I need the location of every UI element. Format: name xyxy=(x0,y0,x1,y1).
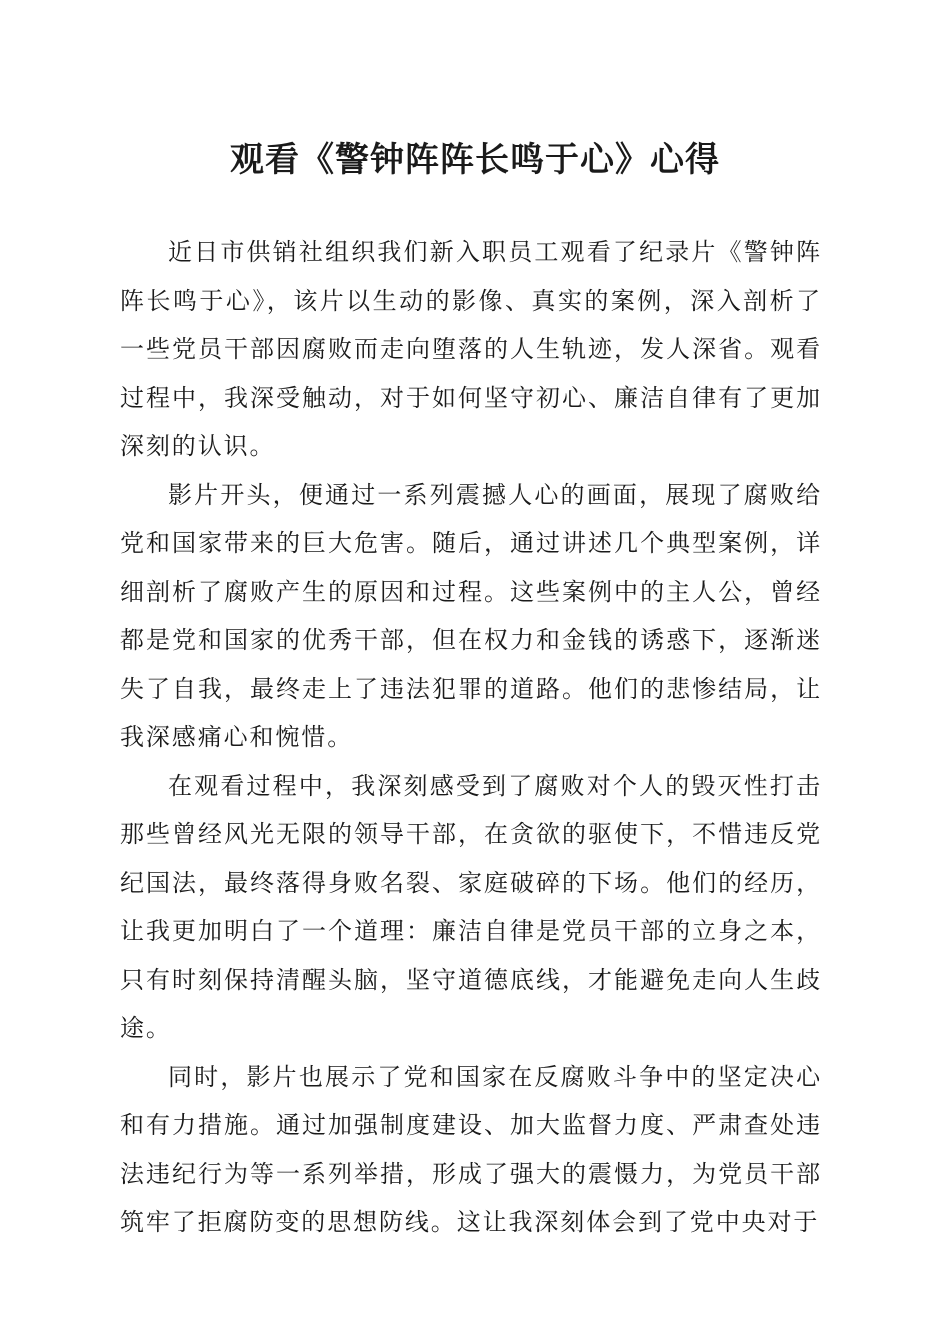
paragraph-2: 影片开头，便通过一系列震撼人心的画面，展现了腐败给党和国家带来的巨大危害。随后，通过讲述几个典型案例，详细剖析了腐败产生的原因和过程。这些案例中的主人公，曾经都是党和国家的优秀干部，但在权力和金钱的诱惑下，逐渐迷失了自我，最终走上了违法犯罪的道路。他们的悲惨结局，让我深感痛心和惋惜。 xyxy=(120,480,822,751)
document-title: 观看《警钟阵阵长鸣于心》心得 xyxy=(230,140,720,180)
paragraph-3: 在观看过程中，我深刻感受到了腐败对个人的毁灭性打击那些曾经风光无限的领导干部，在贪欲的驱使下，不惜违反党纪国法，最终落得身败名裂、家庭破碎的下场。他们的经历，让我更加明白了一个道理：廉洁自律是党员干部的立身之本，只有时刻保持清醒头脑，坚守道德底线，才能避免走向人生歧途。 xyxy=(120,771,822,1042)
paragraph-4: 同时，影片也展示了党和国家在反腐败斗争中的坚定决心和有力措施。通过加强制度建设、加大监督力度、严肃查处违法违纪行为等一系列举措，形成了强大的震慑力，为党员干部筑牢了拒腐防变的思想防线。这让我深刻体会到了党中央对于 xyxy=(120,1062,822,1236)
paragraph-1: 近日市供销社组织我们新入职员工观看了纪录片《警钟阵阵长鸣于心》，该片以生动的影像、真实的案例，深入剖析了一些党员干部因腐败而走向堕落的人生轨迹，发人深省。观看过程中，我深受触动，对于如何坚守初心、廉洁自律有了更加深刻的认识。 xyxy=(120,238,822,460)
document-body xyxy=(120,228,822,1247)
